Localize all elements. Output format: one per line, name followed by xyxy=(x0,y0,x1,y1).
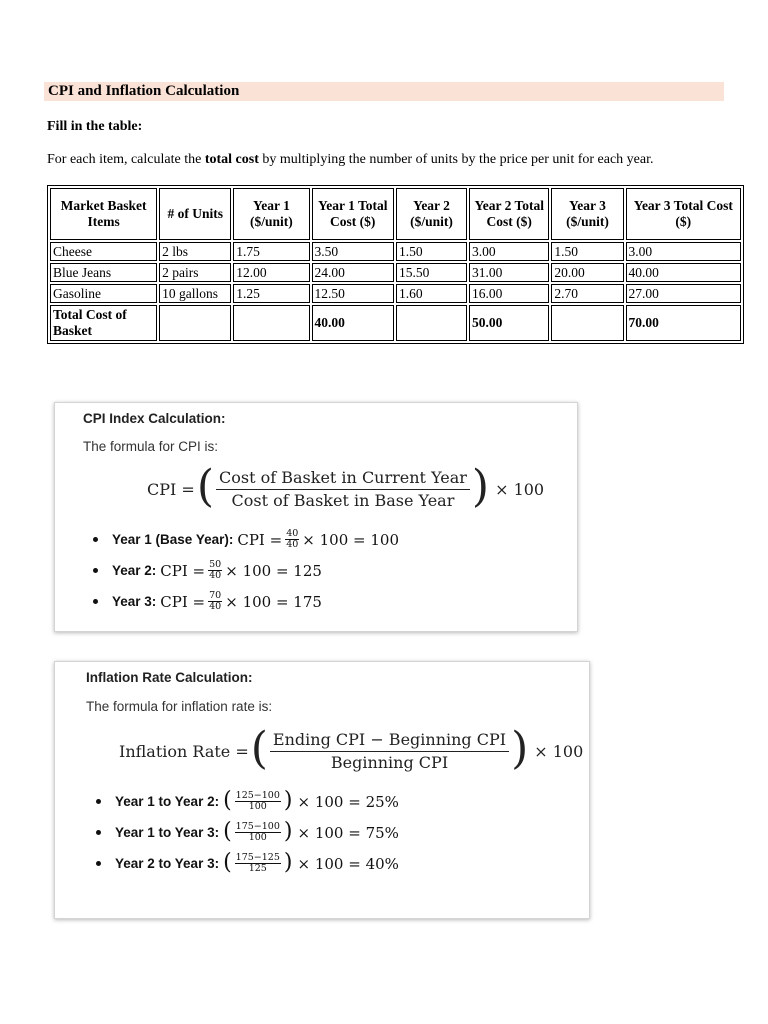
inflation-item-label: Year 2 to Year 3: xyxy=(115,856,220,871)
table-cell: 20.00 xyxy=(551,263,623,282)
inflation-item-fraction xyxy=(235,853,281,874)
table-cell: 2 lbs xyxy=(159,242,231,261)
table-header-row xyxy=(50,188,741,240)
right-paren: ) xyxy=(283,818,293,844)
cpi-formula-lhs: CPI = xyxy=(147,479,195,499)
section-heading: CPI and Inflation Calculation xyxy=(44,82,724,101)
cpi-item-math xyxy=(160,591,322,612)
inflation-item-post: × 100 = 75% xyxy=(297,823,399,842)
table-cell: 1.25 xyxy=(233,284,309,303)
table-cell: 50.00 xyxy=(469,305,549,341)
table-cell: 1.50 xyxy=(551,242,623,261)
cpi-formula-numerator: Cost of Basket in Current Year xyxy=(216,469,470,490)
table-cell: Total Cost of Basket xyxy=(50,305,157,341)
inflation-formula-rhs: × 100 xyxy=(534,741,584,761)
table-cell: 15.50 xyxy=(396,263,467,282)
fraction-numerator: 175−125 xyxy=(235,852,280,863)
cpi-item-math xyxy=(237,529,399,550)
bullet-icon xyxy=(96,830,101,835)
cpi-item-post: × 100 = 100 xyxy=(302,530,399,549)
inflation-card-subtitle: The formula for inflation rate is: xyxy=(86,699,273,714)
table-cell: 24.00 xyxy=(312,263,394,282)
cpi-item-post: × 100 = 125 xyxy=(225,561,322,580)
fraction-denominator: 40 xyxy=(209,601,222,612)
fraction-numerator: 125−100 xyxy=(235,790,280,801)
fraction-numerator: 70 xyxy=(209,590,222,601)
inflation-item-label: Year 1 to Year 2: xyxy=(115,794,220,809)
right-paren: ) xyxy=(283,787,293,813)
table-cell: 40.00 xyxy=(312,305,394,341)
cpi-item-fraction xyxy=(208,560,222,581)
inflation-results-list xyxy=(96,786,399,879)
table-cell: 31.00 xyxy=(469,263,549,282)
inflation-formula-lhs: Inflation Rate = xyxy=(119,741,249,761)
inflation-item-post: × 100 = 40% xyxy=(297,854,399,873)
inflation-item-math xyxy=(223,818,399,844)
inflation-item-math xyxy=(223,849,399,875)
left-paren: ( xyxy=(223,818,232,844)
table-cell: 12.50 xyxy=(312,284,394,303)
column-header: # of Units xyxy=(159,188,231,240)
list-item xyxy=(96,786,399,817)
table-cell: 1.75 xyxy=(233,242,309,261)
cpi-card-title: CPI Index Calculation: xyxy=(83,411,226,426)
table-cell xyxy=(159,305,231,341)
table-cell: 2.70 xyxy=(551,284,623,303)
instruction-part: by multiplying the number of units by the price per unit for each year. xyxy=(258,152,654,167)
fill-table-label: Fill in the table: xyxy=(47,119,143,134)
inflation-card-title: Inflation Rate Calculation: xyxy=(86,670,253,685)
cpi-card-subtitle: The formula for CPI is: xyxy=(83,439,219,454)
inflation-formula-denominator: Beginning CPI xyxy=(330,752,449,772)
fraction-numerator: 40 xyxy=(286,528,299,539)
left-paren: ( xyxy=(196,461,214,512)
inflation-item-fraction xyxy=(235,791,281,812)
right-paren: ) xyxy=(511,723,529,774)
column-header: Year 3 ($/unit) xyxy=(551,188,623,240)
table-cell: 1.60 xyxy=(396,284,467,303)
table-row xyxy=(50,284,741,303)
fraction-denominator: 100 xyxy=(248,801,267,812)
instruction-part: For each item, calculate the xyxy=(47,152,205,167)
inflation-formula-numerator: Ending CPI − Beginning CPI xyxy=(270,731,509,752)
fraction-denominator: 40 xyxy=(286,539,299,550)
cpi-item-pre: CPI = xyxy=(237,530,283,549)
bullet-icon xyxy=(93,599,98,604)
table-cell xyxy=(551,305,623,341)
bullet-icon xyxy=(96,799,101,804)
bullet-icon xyxy=(93,537,98,542)
market-basket-table xyxy=(47,185,744,344)
table-cell: Gasoline xyxy=(50,284,157,303)
table-cell: 12.00 xyxy=(233,263,309,282)
cpi-formula xyxy=(147,461,545,512)
table-cell xyxy=(233,305,309,341)
cpi-item-post: × 100 = 175 xyxy=(225,592,322,611)
cpi-item-pre: CPI = xyxy=(160,561,206,580)
left-paren: ( xyxy=(250,723,268,774)
table-cell: 3.50 xyxy=(312,242,394,261)
instruction-text xyxy=(47,152,654,168)
right-paren: ) xyxy=(471,461,490,512)
cpi-calculation-card xyxy=(54,402,578,632)
cpi-item-fraction xyxy=(208,591,222,612)
cpi-item-label: Year 3: xyxy=(112,594,157,609)
cpi-formula-rhs: × 100 xyxy=(495,479,545,499)
column-header: Year 2 ($/unit) xyxy=(396,188,467,240)
table-cell: 27.00 xyxy=(626,284,741,303)
cpi-item-label: Year 2: xyxy=(112,563,157,578)
cpi-item-label: Year 1 (Base Year): xyxy=(112,532,234,547)
table-cell: 1.50 xyxy=(396,242,467,261)
fraction-denominator: 40 xyxy=(209,570,222,581)
cpi-formula-fraction xyxy=(216,469,470,510)
table-cell: 10 gallons xyxy=(159,284,231,303)
column-header: Year 1 ($/unit) xyxy=(233,188,309,240)
cpi-item-fraction xyxy=(285,529,299,550)
cpi-item-pre: CPI = xyxy=(160,592,206,611)
table-row xyxy=(50,242,741,261)
list-item xyxy=(96,817,399,848)
inflation-formula xyxy=(119,723,584,774)
list-item xyxy=(96,848,399,879)
inflation-item-fraction xyxy=(235,822,281,843)
table-cell: 16.00 xyxy=(469,284,549,303)
list-item xyxy=(93,586,399,617)
table-cell: 40.00 xyxy=(626,263,741,282)
instruction-bold: total cost xyxy=(204,152,259,167)
table-row xyxy=(50,263,741,282)
table-cell: 2 pairs xyxy=(159,263,231,282)
right-paren: ) xyxy=(283,849,293,875)
bullet-icon xyxy=(93,568,98,573)
left-paren: ( xyxy=(223,787,232,813)
fraction-denominator: 100 xyxy=(248,832,267,843)
inflation-item-label: Year 1 to Year 3: xyxy=(115,825,220,840)
column-header: Year 2 Total Cost ($) xyxy=(469,188,549,240)
bullet-icon xyxy=(96,861,101,866)
column-header: Market Basket Items xyxy=(50,188,157,240)
list-item xyxy=(93,555,399,586)
fraction-numerator: 50 xyxy=(209,559,222,570)
fraction-numerator: 175−100 xyxy=(235,821,280,832)
inflation-item-post: × 100 = 25% xyxy=(297,792,399,811)
table-cell: Cheese xyxy=(50,242,157,261)
left-paren: ( xyxy=(223,849,232,875)
cpi-results-list xyxy=(93,524,399,617)
cpi-item-math xyxy=(160,560,322,581)
table-cell xyxy=(396,305,467,341)
table-cell: Blue Jeans xyxy=(50,263,157,282)
list-item xyxy=(93,524,399,555)
total-row xyxy=(50,305,741,341)
column-header: Year 1 Total Cost ($) xyxy=(312,188,394,240)
column-header: Year 3 Total Cost ($) xyxy=(626,188,741,240)
table-cell: 70.00 xyxy=(626,305,741,341)
cpi-formula-denominator: Cost of Basket in Base Year xyxy=(231,490,455,510)
fraction-denominator: 125 xyxy=(248,863,267,874)
inflation-item-math xyxy=(223,787,399,813)
inflation-formula-fraction xyxy=(270,731,509,772)
table-cell: 3.00 xyxy=(469,242,549,261)
inflation-calculation-card xyxy=(54,661,590,919)
table-cell: 3.00 xyxy=(626,242,741,261)
